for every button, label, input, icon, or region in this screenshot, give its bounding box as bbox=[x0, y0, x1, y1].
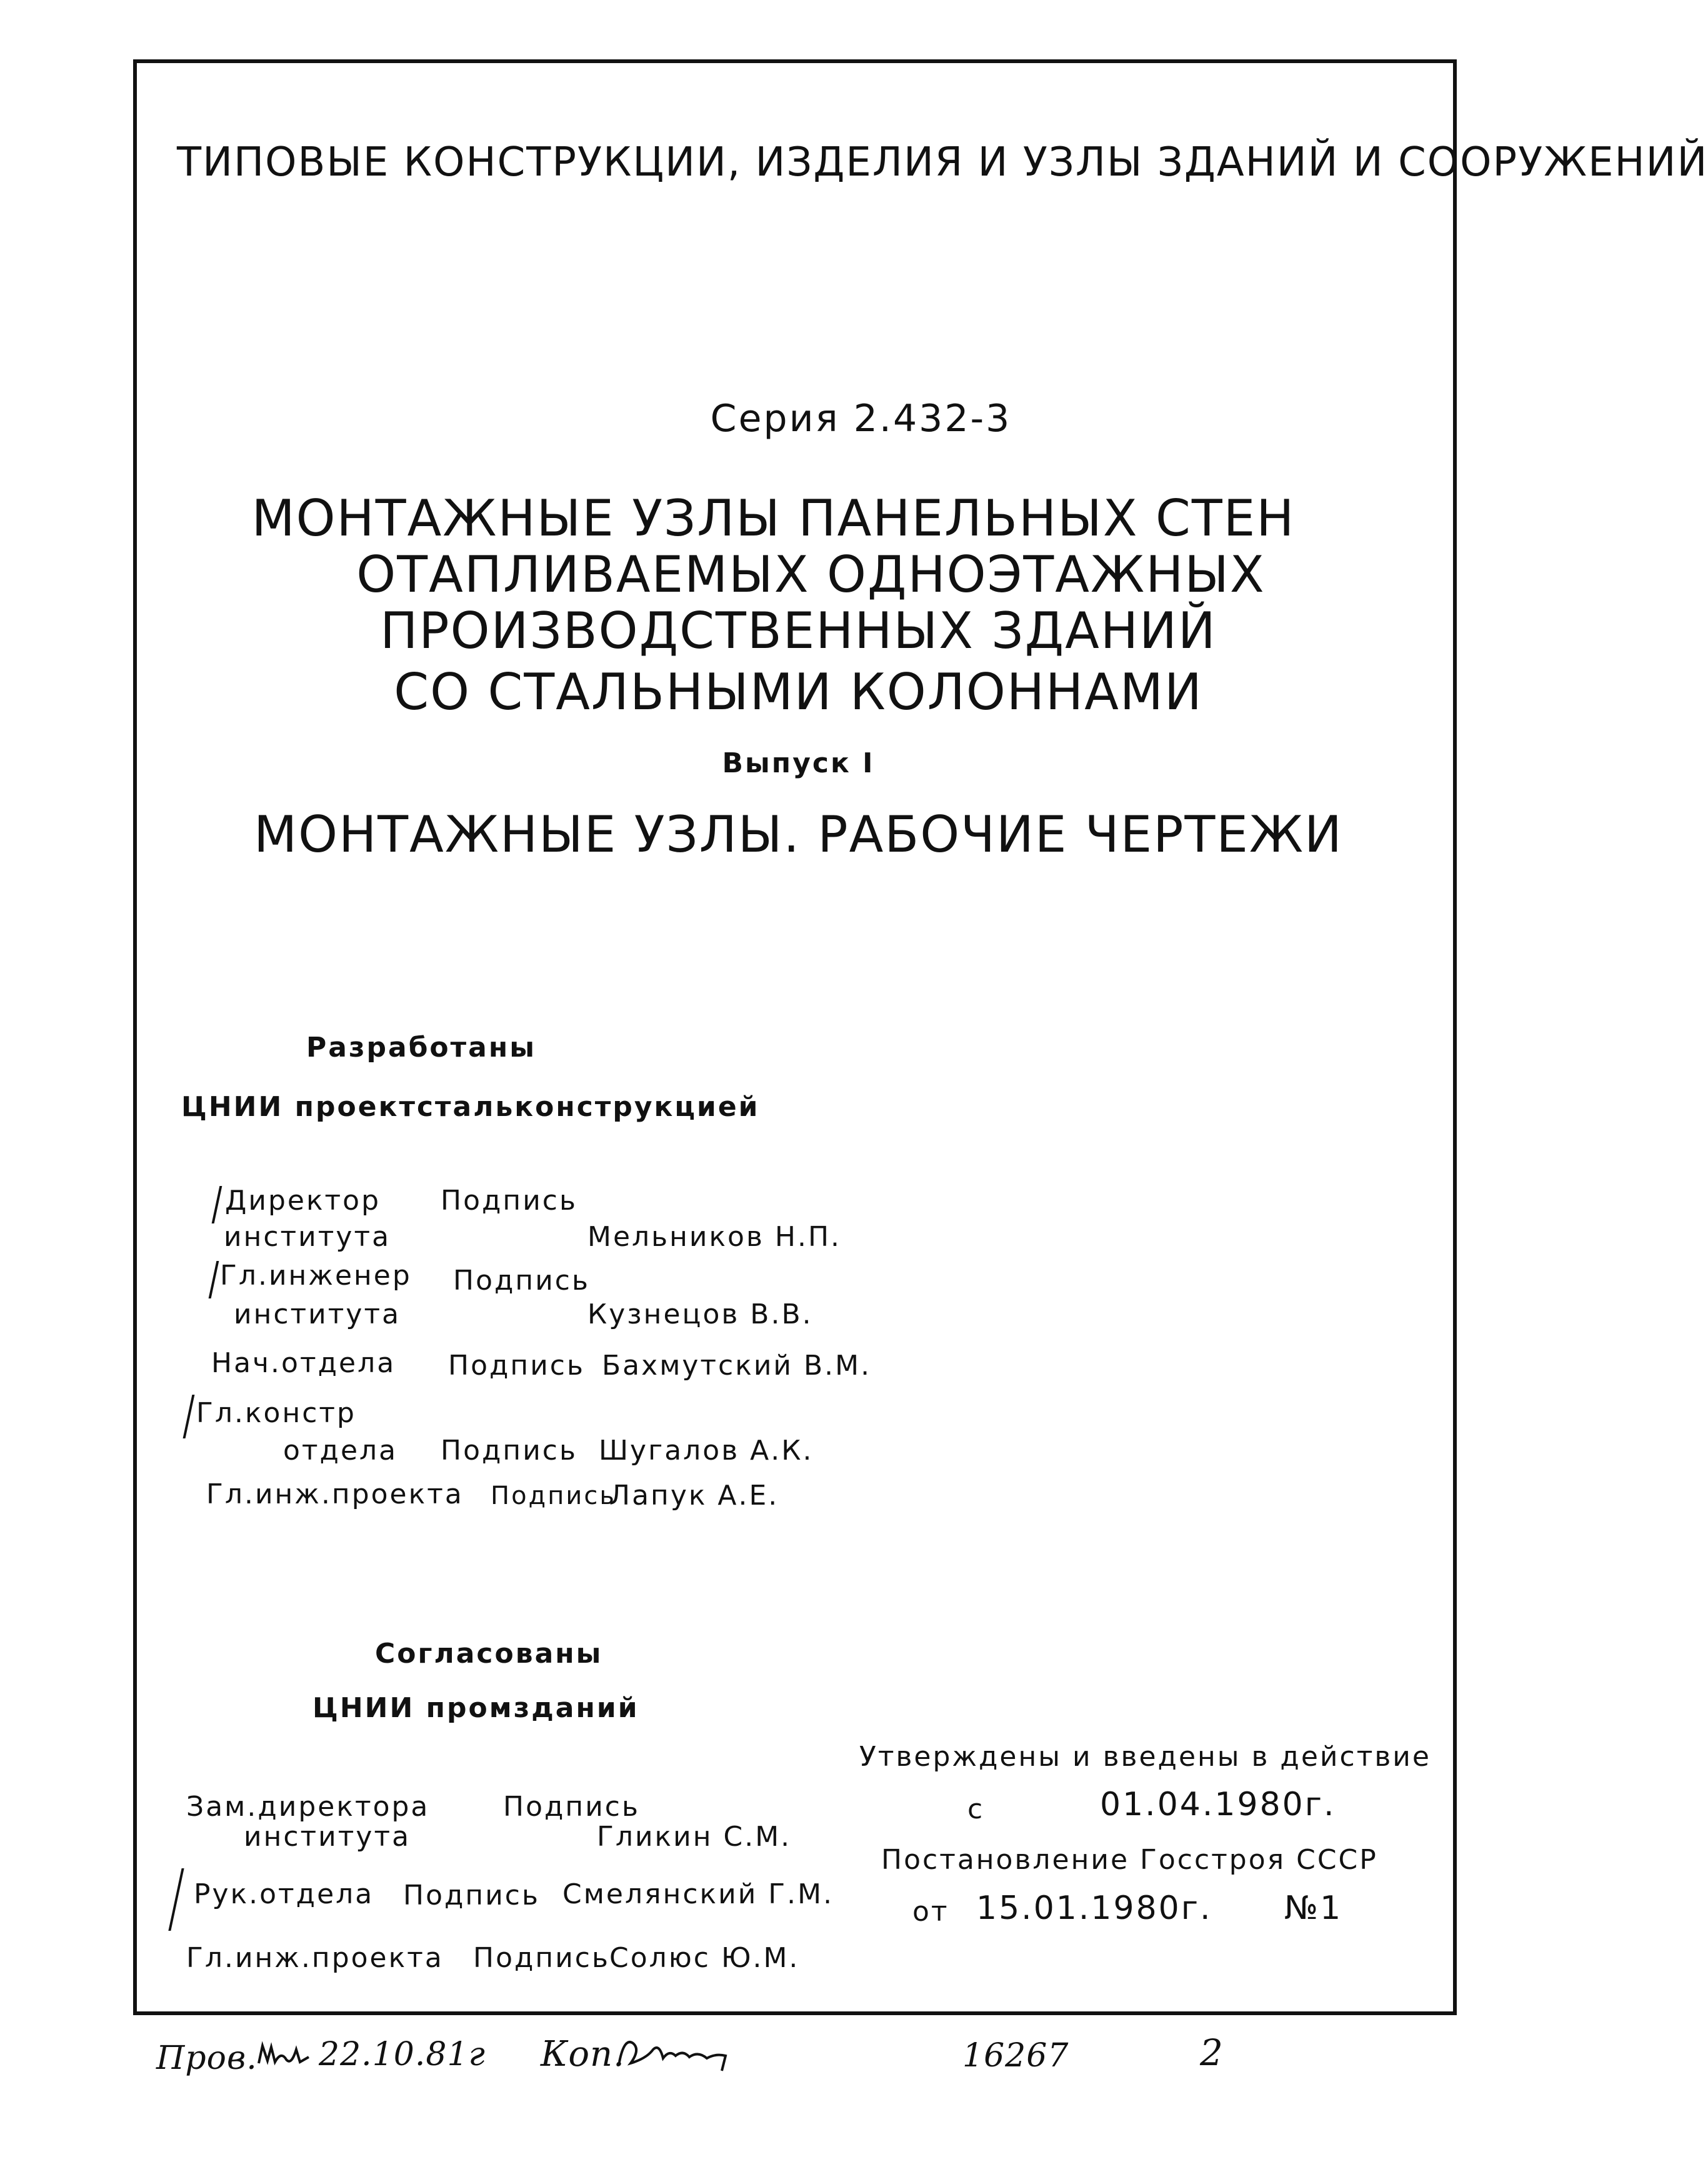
approval-date-prefix: от bbox=[912, 1896, 949, 1928]
agreed-heading: Согласованы bbox=[375, 1638, 603, 1670]
agreed-sig-3-name: Солюс Ю.М. bbox=[609, 1942, 800, 1974]
footer-copied-label: Коп. bbox=[541, 2034, 625, 2075]
sig-5-sign: Подпись bbox=[491, 1482, 616, 1510]
page-header: ТИПОВЫЕ КОНСТРУКЦИИ, ИЗДЕЛИЯ И УЗЛЫ ЗДАНИЙ И СООРУЖЕНИЙ bbox=[177, 139, 1708, 186]
series-label: Серия 2.432-3 bbox=[710, 397, 1012, 441]
sig-5-role: Гл.инж.проекта bbox=[206, 1478, 464, 1510]
title-line-1: МОНТАЖНЫЕ УЗЛЫ ПАНЕЛЬНЫХ СТЕН bbox=[251, 489, 1296, 547]
issue-label: Выпуск I bbox=[722, 747, 875, 779]
developed-heading: Разработаны bbox=[306, 1032, 537, 1064]
signature-scribble bbox=[616, 2031, 747, 2081]
sig-4-name: Шугалов А.К. bbox=[599, 1435, 814, 1467]
sig-5-name: Лапук А.Е. bbox=[609, 1480, 779, 1512]
approval-from-date: 01.04.1980г. bbox=[1100, 1786, 1336, 1823]
approval-from-prefix: с bbox=[967, 1793, 985, 1825]
sig-4-role-2: отдела bbox=[283, 1435, 398, 1467]
approval-decree-number: №1 bbox=[1284, 1890, 1343, 1927]
footer-page-number: 2 bbox=[1200, 2031, 1224, 2074]
sig-3-name: Бахмутский В.М. bbox=[602, 1350, 872, 1382]
footer-checked-label: Пров. bbox=[156, 2040, 257, 2077]
sig-4-role: Гл.констр bbox=[196, 1397, 356, 1429]
title-line-3: ПРОИЗВОДСТВЕННЫХ ЗДАНИЙ bbox=[380, 602, 1217, 660]
agreed-sig-1-sign: Подпись bbox=[503, 1791, 640, 1823]
title-line-2: ОТАПЛИВАЕМЫХ ОДНОЭТАЖНЫХ bbox=[356, 545, 1266, 604]
agreed-sig-2-role: Рук.отдела bbox=[194, 1878, 374, 1910]
agreed-sig-1-role: Зам.директора bbox=[186, 1791, 430, 1823]
signature-scribble bbox=[256, 2038, 312, 2070]
title-subtitle: МОНТАЖНЫЕ УЗЛЫ. РАБОЧИЕ ЧЕРТЕЖИ bbox=[254, 805, 1343, 864]
footer-inventory-number: 16267 bbox=[962, 2037, 1069, 2075]
agreed-sig-3-sign: Подпись bbox=[473, 1942, 610, 1974]
title-line-4: СО СТАЛЬНЫМИ КОЛОННАМИ bbox=[394, 663, 1203, 721]
sig-3-role: Нач.отдела bbox=[211, 1347, 396, 1379]
sig-4-sign: Подпись bbox=[441, 1435, 577, 1467]
footer-checked-date: 22.10.81г bbox=[319, 2036, 486, 2073]
sig-3-sign: Подпись bbox=[448, 1350, 585, 1382]
agreed-sig-1-name: Гликин С.М. bbox=[597, 1821, 792, 1853]
checker-signature bbox=[256, 2038, 312, 2074]
developed-org: ЦНИИ проектстальконструкцией bbox=[181, 1091, 760, 1123]
agreed-org: ЦНИИ промзданий bbox=[312, 1692, 639, 1724]
copier-signature bbox=[616, 2031, 747, 2083]
sig-1-role-2: института bbox=[224, 1221, 391, 1253]
sig-1-role: Директор bbox=[225, 1185, 381, 1217]
approval-decree-line: Постановление Госстроя СССР bbox=[881, 1844, 1378, 1876]
agreed-sig-2-sign: Подпись bbox=[403, 1880, 540, 1911]
sig-2-role: Гл.инженер bbox=[220, 1260, 412, 1292]
agreed-sig-2-name: Смелянский Г.М. bbox=[562, 1878, 834, 1910]
sig-1-sign: Подпись bbox=[441, 1185, 577, 1217]
sig-1-name: Мельников Н.П. bbox=[587, 1221, 842, 1253]
approval-decree-date: 15.01.1980г. bbox=[976, 1890, 1212, 1927]
agreed-sig-3-role: Гл.инж.проекта bbox=[186, 1942, 444, 1974]
agreed-sig-1-role-2: института bbox=[244, 1821, 411, 1853]
sig-2-name: Кузнецов В.В. bbox=[587, 1298, 813, 1330]
approval-line-1: Утверждены и введены в действие bbox=[859, 1741, 1431, 1773]
sig-2-role-2: института bbox=[234, 1298, 401, 1330]
sig-2-sign: Подпись bbox=[453, 1265, 590, 1297]
